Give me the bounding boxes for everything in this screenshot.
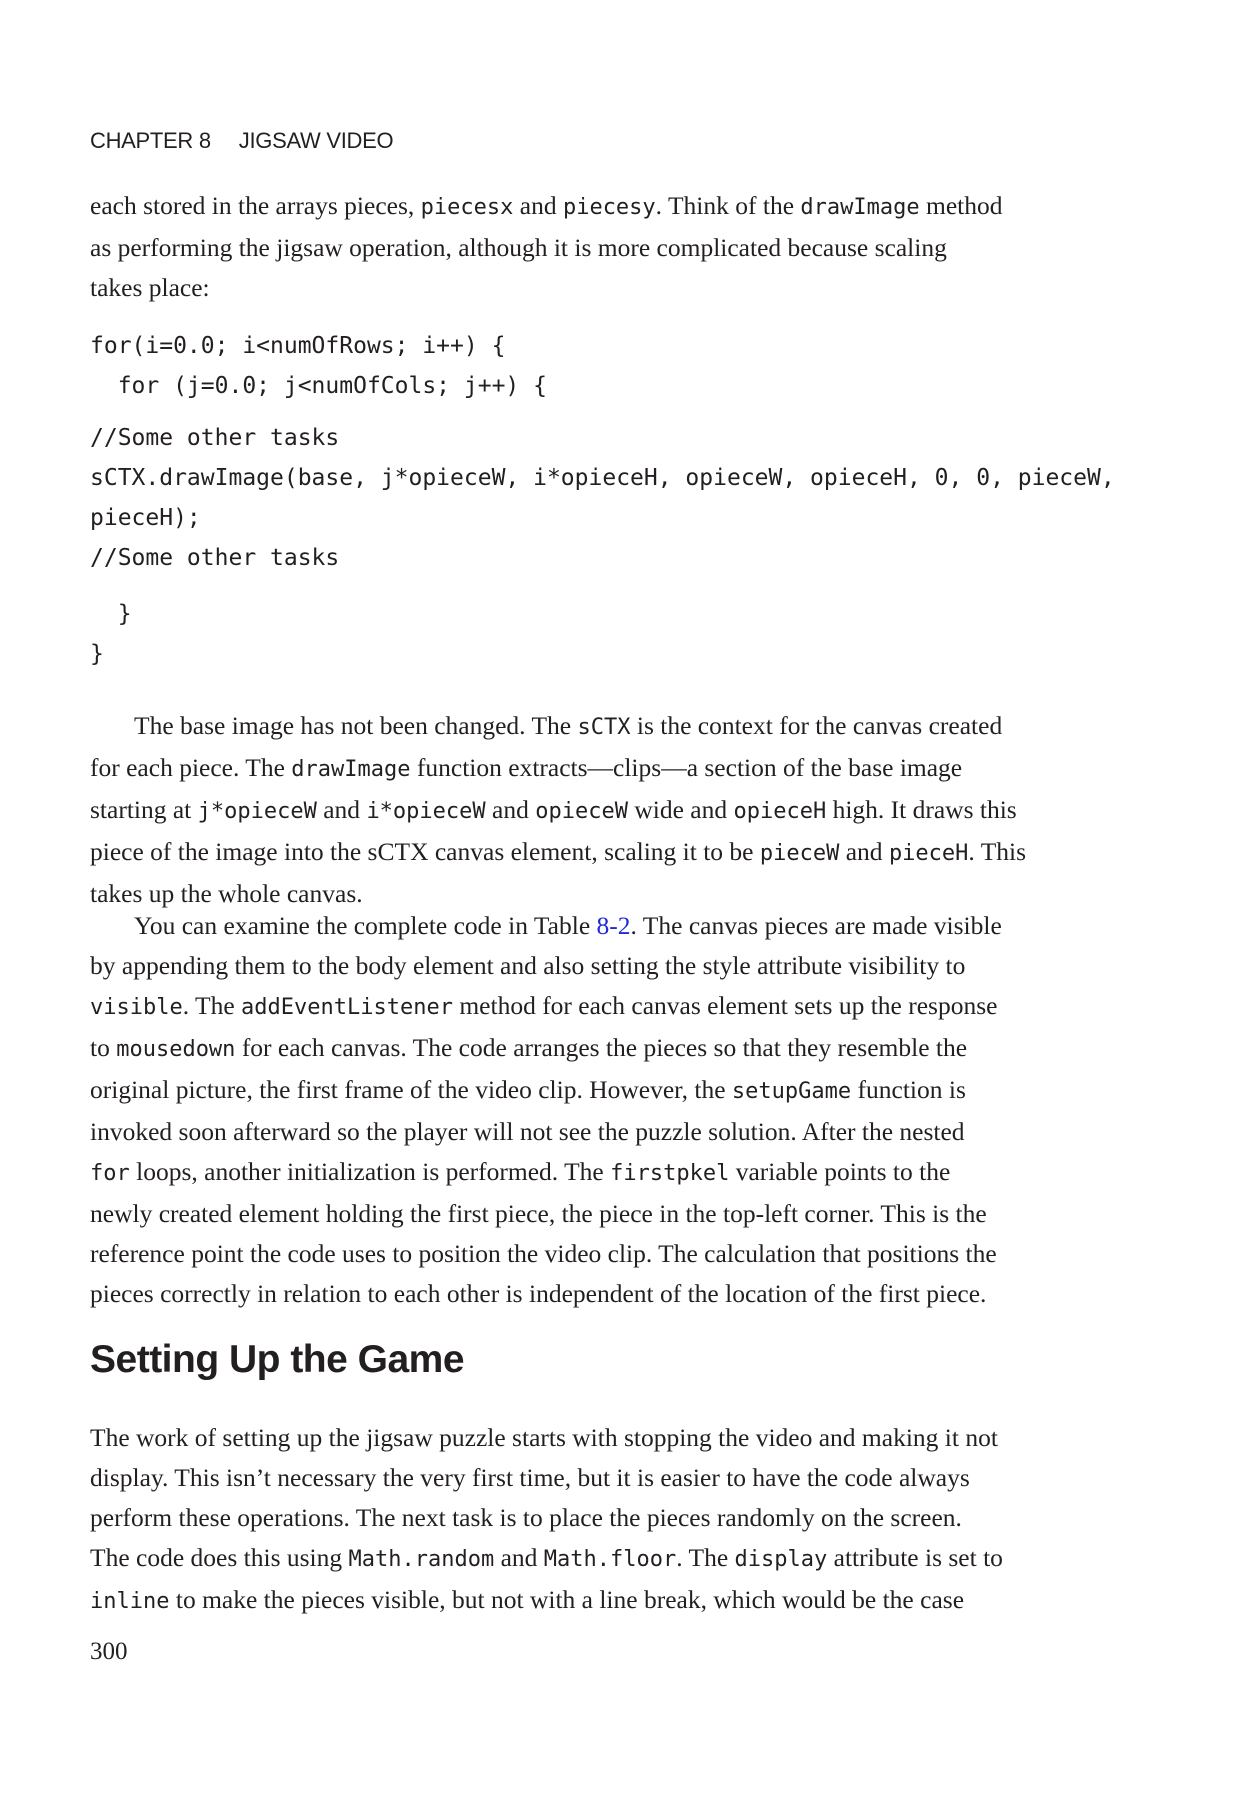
code-loop-open: for(i=0.0; i<numOfRows; i++) { for (j=0.0; j<numOfCols; j++) {	[90, 333, 547, 399]
page-number: 300	[90, 1638, 128, 1665]
body-paragraph-3: The work of setting up the jigsaw puzzle starts with stopping the video and making it not display. This isn’t necessary the very first time, but it is easier to have the code always perform these operations. The next task is to place the pieces randomly on the screen. The code does this using Math.random and Math.floor. The display attribute is set to inline to make the pieces visible, but not with a line break, which would be the case	[90, 1423, 1003, 1614]
body-paragraph-1: The base image has not been changed. The sCTX is the context for the canvas created for each piece. The drawImage function extracts—clips—a section of the base image starting at j*opieceW and i*opieceW and opieceW wide and opieceH high. It draws this piece of the image into the sCTX canvas element, scaling it to be pieceW and pieceH. This takes up the whole canvas.	[90, 711, 1027, 908]
chapter-label: CHAPTER 8	[90, 128, 211, 153]
code-loop-close: } }	[90, 601, 132, 667]
running-head	[90, 128, 393, 154]
section-heading: Setting Up the Game	[90, 1338, 465, 1381]
code-draw-image: //Some other tasks sCTX.drawImage(base, j*opieceW, i*opieceH, opieceW, opieceH, 0, 0, pieceW, pieceH); //Some other tasks	[90, 425, 1115, 571]
code-listing	[90, 326, 1115, 674]
intro-paragraph: each stored in the arrays pieces, piecesx and piecesy. Think of the drawImage method as performing the jigsaw operation, although it is more complicated because scaling takes place:	[90, 191, 1003, 302]
chapter-title: JIGSAW VIDEO	[238, 128, 394, 153]
table-link[interactable]: 8-2	[596, 911, 631, 940]
body-paragraph-2: You can examine the complete code in Table 8-2. The canvas pieces are made visible by appending them to the body element and also setting the style attribute visibility to visible. The addEventListener method for each canvas element sets up the response to mousedown for each canvas. The code arranges the pieces so that they resemble the original picture, the first frame of the video clip. However, the setupGame function is invoked soon afterward so the player will not see the puzzle solution. After the nested for loops, another initialization is performed. The firstpkel variable points to the newly created element holding the first piece, the piece in the top-left corner. This is the reference point the code uses to position the video clip. The calculation that positions the pieces correctly in relation to each other is independent of the location of the first piece.	[90, 911, 1002, 1308]
